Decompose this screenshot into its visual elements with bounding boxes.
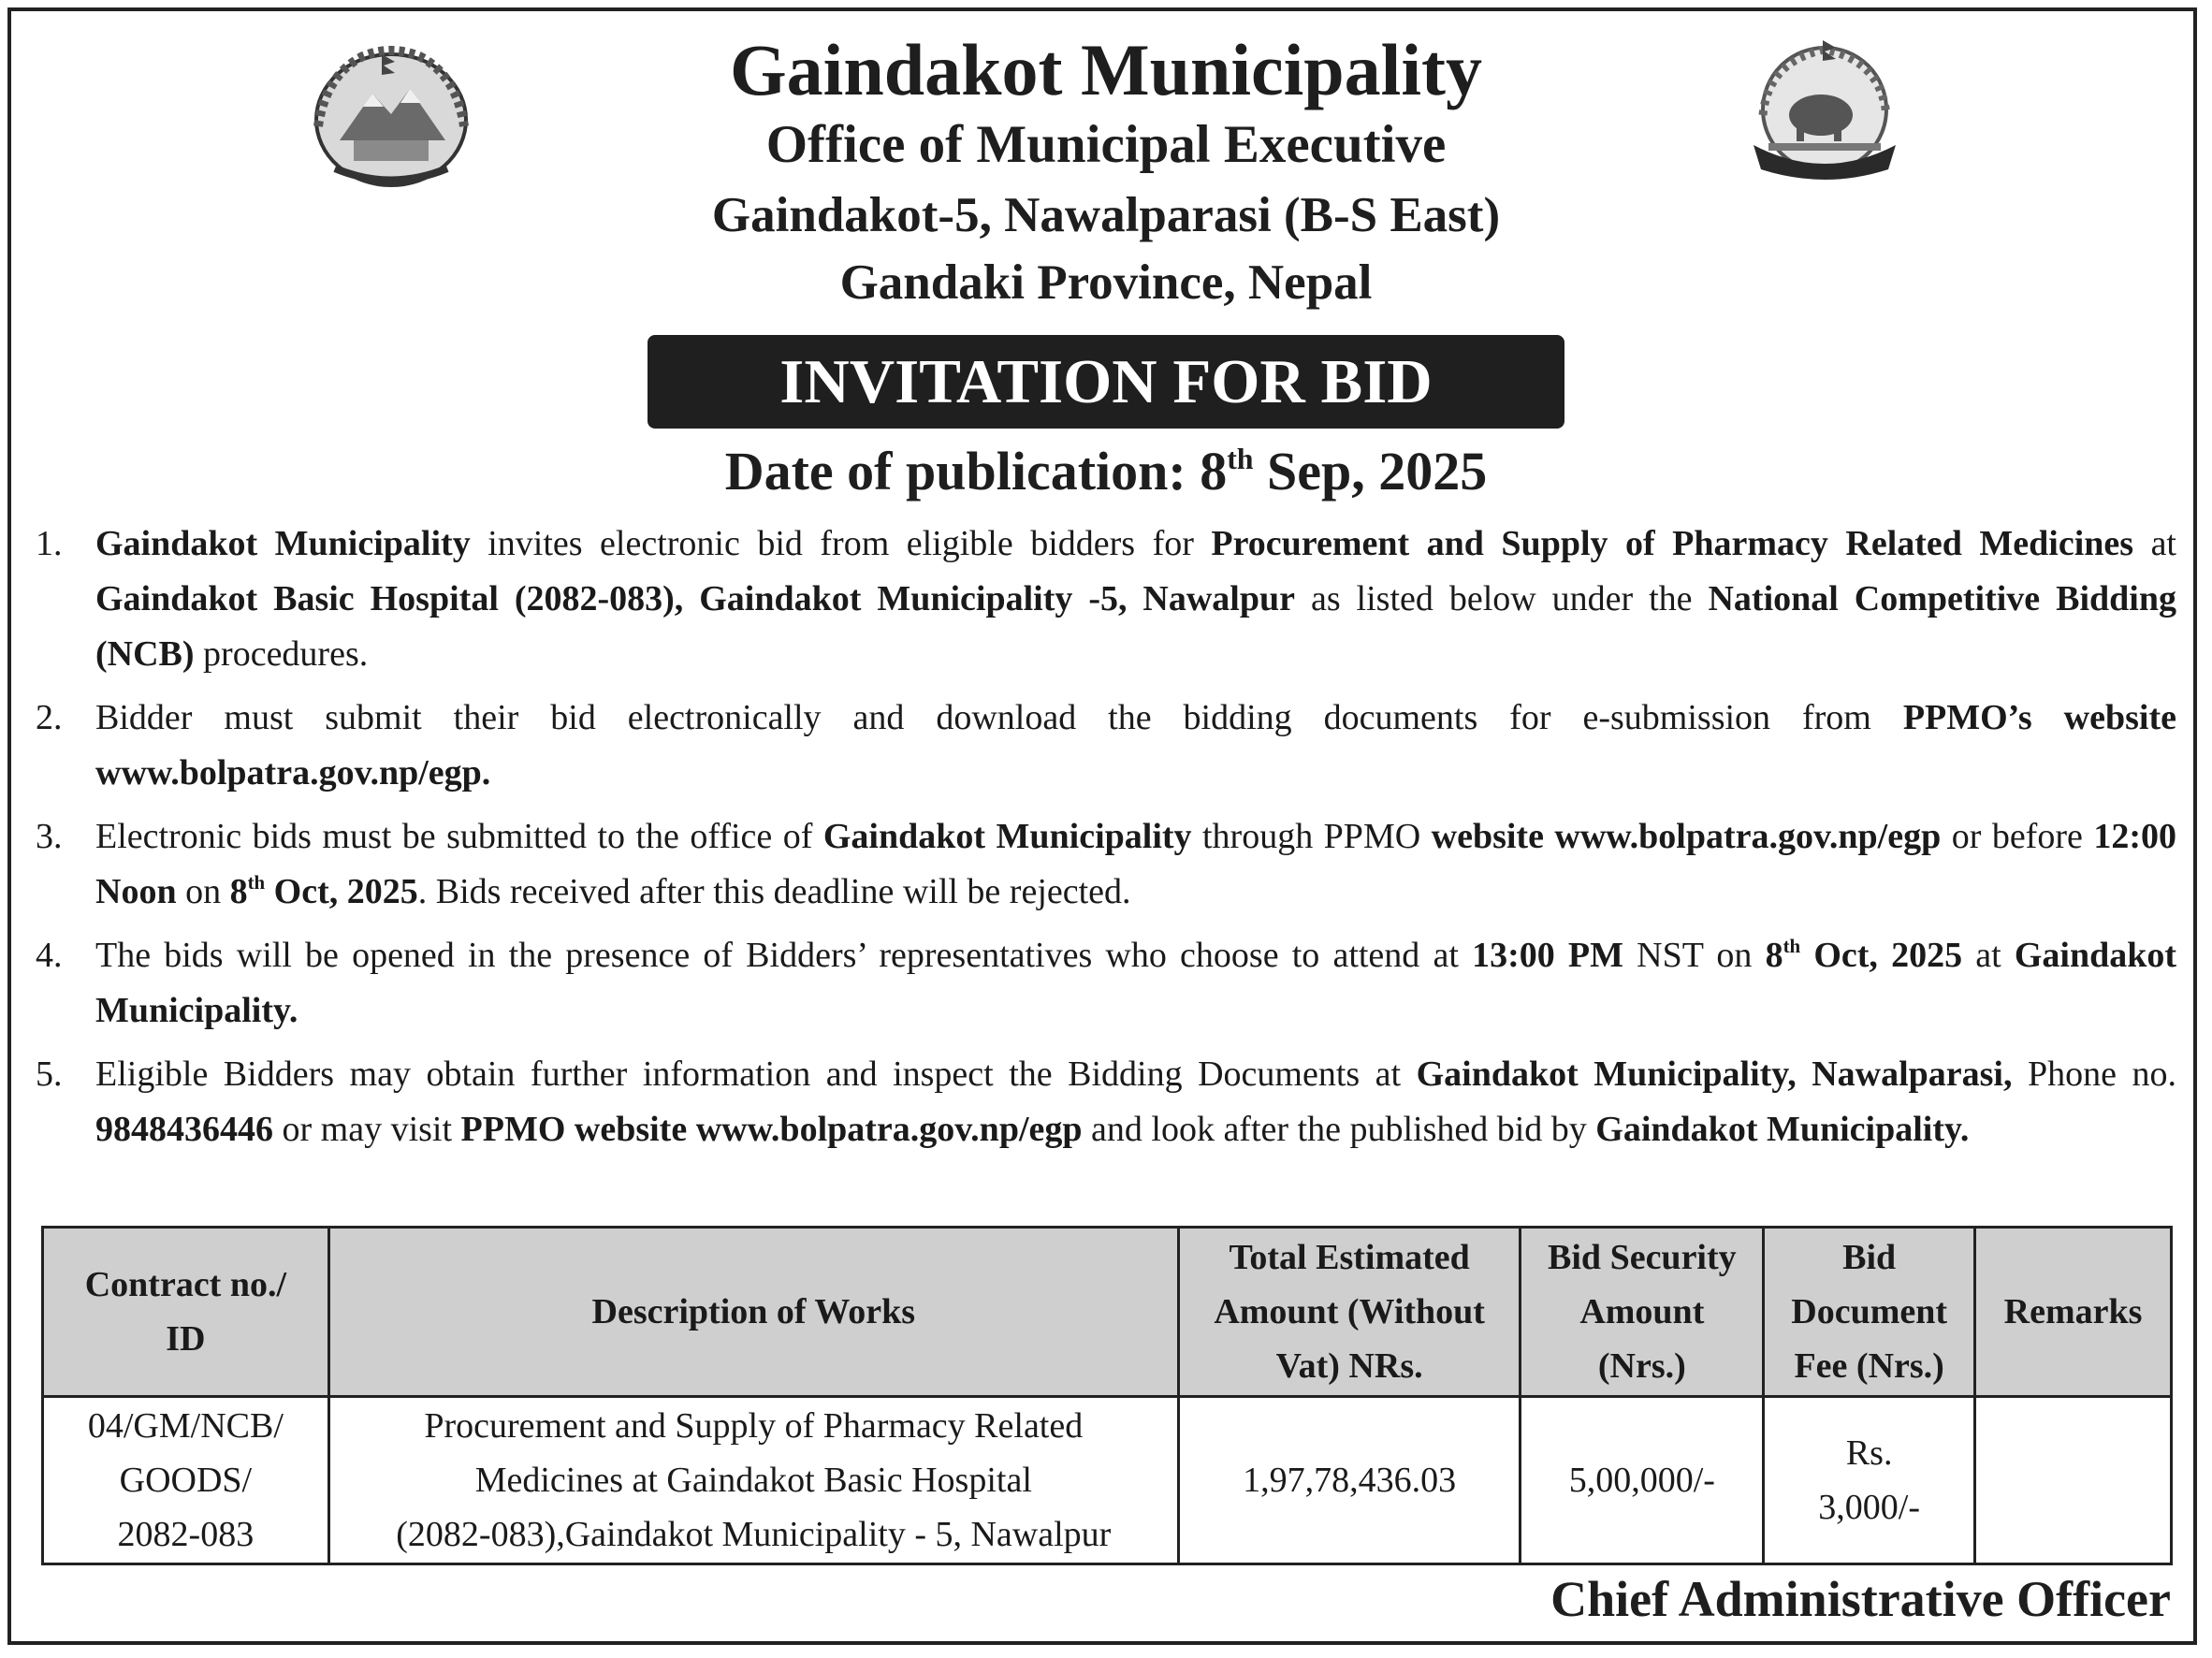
deadline-day-suffix: th <box>247 871 266 894</box>
item-text: The bids will be opened in the presence of Bidders’ representatives who choose to attend at <box>95 936 1473 975</box>
header-document-fee: Bid Document Fee (Nrs.) <box>1764 1228 1975 1397</box>
office-name: Office of Municipal Executive <box>765 115 1447 174</box>
item-text-bold: Oct, 2025 <box>1800 936 1963 975</box>
item-text-bold: Gaindakot Municipality, Nawalparasi, <box>1416 1054 2013 1094</box>
publication-day-suffix: th <box>1227 443 1254 476</box>
item-text: or before <box>1941 817 2094 856</box>
notice-item-4 <box>36 928 2176 1039</box>
opening-day: 8 <box>1765 936 1783 975</box>
office-province: Gandaki Province, Nepal <box>839 255 1373 310</box>
municipality-title: Gaindakot Municipality <box>730 29 1482 110</box>
cell-remarks <box>1975 1397 2172 1564</box>
header-remarks: Remarks <box>1975 1228 2172 1397</box>
item-number: 5. <box>36 1054 63 1094</box>
cell-description: Procurement and Supply of Pharmacy Related Medicines at Gaindakot Basic Hospital (2082-083),Gaindakot Municipality - 5, Nawalpur <box>328 1397 1178 1564</box>
item-text: procedures. <box>194 634 369 674</box>
item-text-bold: Gaindakot Municipality <box>822 817 1192 856</box>
opening-day-suffix: th <box>1783 935 1801 958</box>
notice-item-3 <box>36 809 2176 920</box>
cell-bid-security: 5,00,000/- <box>1521 1397 1764 1564</box>
publication-date <box>0 440 2212 502</box>
item-text-bold: Gaindakot Municipality. <box>95 936 2177 1030</box>
item-number: 1. <box>36 524 63 563</box>
item-text: invites electronic bid from eligible bidders for <box>470 524 1212 563</box>
item-text: through PPMO <box>1191 817 1432 856</box>
item-text: NST on <box>1623 936 1766 975</box>
item-text-bold: Gaindakot Municipality <box>95 524 471 563</box>
cell-document-fee: Rs. 3,000/- <box>1764 1397 1975 1564</box>
header-estimated-amount: Total Estimated Amount (Without Vat) NRs. <box>1178 1228 1521 1397</box>
table-header-row <box>43 1228 2172 1397</box>
item-text-bold: website www.bolpatra.gov.np/egp <box>1431 817 1942 856</box>
notice-item-1 <box>36 516 2176 682</box>
item-text-bold: Gaindakot Municipality. <box>1595 1110 1970 1149</box>
bid-table <box>41 1226 2173 1565</box>
item-text-bold: PPMO’s website www.bolpatra.gov.np/egp. <box>95 698 2176 793</box>
signature-title: Chief Administrative Officer <box>1550 1571 2171 1627</box>
header-bid-security: Bid Security Amount (Nrs.) <box>1521 1228 1764 1397</box>
table-row <box>43 1397 2172 1564</box>
item-number: 4. <box>36 936 63 975</box>
publication-label: Date of publication: <box>724 441 1201 502</box>
notice-items <box>36 516 2176 1166</box>
header-description: Description of Works <box>328 1228 1178 1397</box>
deadline-day: 8 <box>229 872 248 911</box>
item-text-bold: Procurement and Supply of Pharmacy Related Medicines <box>1211 524 2134 563</box>
item-text: Bidder must submit their bid electronically and download the bidding documents for e-submission from <box>95 698 1903 737</box>
item-number: 3. <box>36 817 63 856</box>
item-text: as listed below under the <box>1295 579 1709 618</box>
ppmo-website: PPMO website www.bolpatra.gov.np/egp <box>460 1110 1083 1149</box>
publication-month-year: Sep, 2025 <box>1253 441 1488 502</box>
item-text-bold: National Competitive Bidding (NCB) <box>95 579 2176 674</box>
notice-item-5 <box>36 1047 2176 1157</box>
cell-estimated-amount: 1,97,78,436.03 <box>1178 1397 1521 1564</box>
invitation-banner: INVITATION FOR BID <box>648 335 1564 429</box>
item-text: Eligible Bidders may obtain further information and inspect the Bidding Documents at <box>95 1054 1417 1094</box>
publication-day: 8 <box>1200 441 1228 502</box>
item-text: Phone no. <box>2012 1054 2176 1094</box>
office-address: Gaindakot-5, Nawalparasi (B-S East) <box>711 188 1501 242</box>
item-text-bold: 12:00 Noon <box>95 817 2176 911</box>
notice-item-2 <box>36 691 2176 801</box>
item-text: or may visit <box>273 1110 461 1149</box>
item-text: Electronic bids must be submitted to the office of <box>95 817 823 856</box>
item-text: and look after the published bid by <box>1082 1110 1596 1149</box>
phone-number: 9848436446 <box>95 1110 273 1149</box>
item-number: 2. <box>36 698 63 737</box>
item-text-bold: Oct, 2025 <box>265 872 418 911</box>
item-text: at <box>2133 524 2176 563</box>
header-contract-id: Contract no./ ID <box>43 1228 329 1397</box>
item-text-bold: Gaindakot Basic Hospital (2082-083), Gaindakot Municipality -5, Nawalpur <box>95 579 1295 618</box>
item-text: at <box>1962 936 2015 975</box>
item-text: on <box>176 872 230 911</box>
cell-contract-id: 04/GM/NCB/ GOODS/ 2082-083 <box>43 1397 329 1564</box>
item-text-bold: 13:00 PM <box>1472 936 1623 975</box>
item-text: . Bids received after this deadline will be rejected. <box>417 872 1131 911</box>
